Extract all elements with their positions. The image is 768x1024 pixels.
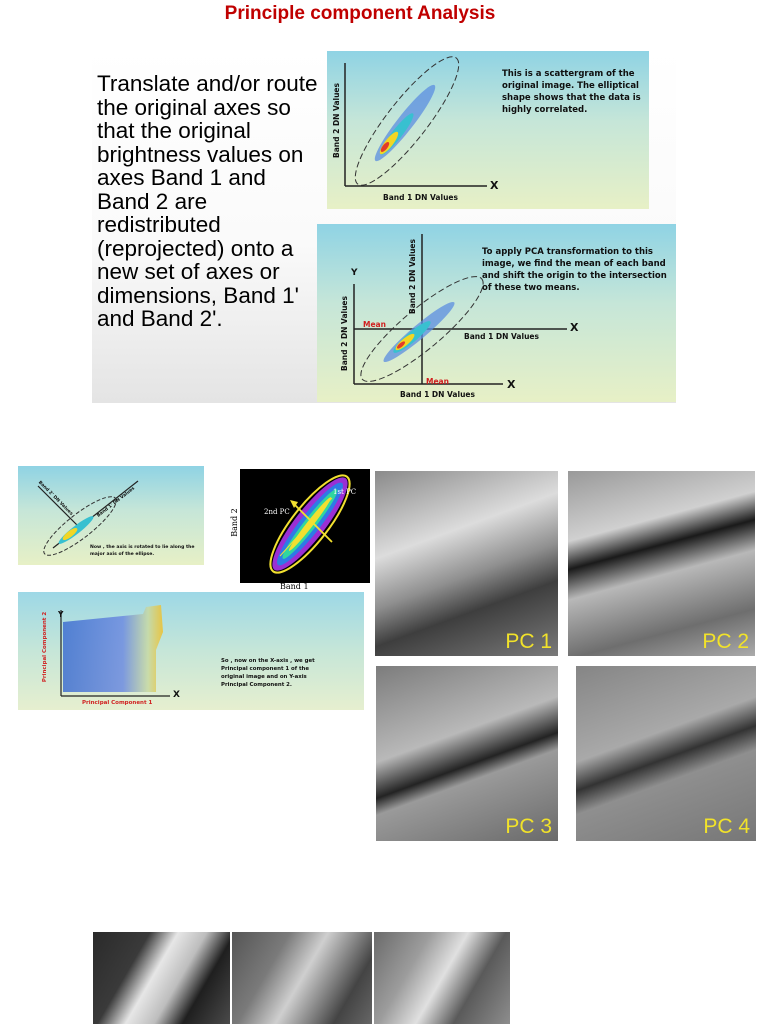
second-pc-label: 2nd PC	[264, 508, 290, 516]
principal-components-panel	[18, 592, 364, 710]
inner-y-axis-label: Band 2 DN Values	[407, 239, 417, 314]
scattergram-panel	[327, 51, 649, 209]
pc-ellipse-plot	[229, 466, 372, 592]
pc2-image	[568, 471, 755, 656]
x-axis-marker: X	[490, 179, 499, 192]
mean-label-y: Mean	[363, 320, 386, 329]
y-axis-label: Band 2 DN Values	[331, 83, 341, 158]
page-title: Principle component Analysis	[224, 3, 496, 24]
x-axis-label: Band 1 DN Values	[383, 193, 458, 202]
pc3-image	[376, 666, 558, 841]
outer-y-axis-label: Band 2 DN Values	[339, 296, 349, 371]
city-image-1	[93, 932, 230, 1024]
first-pc-label: 1st PC	[333, 488, 357, 496]
pc-x-axis-label: Principal Component 1	[82, 700, 153, 706]
mean-shift-panel	[317, 224, 676, 402]
inner-x-axis-label: Band 1 DN Values	[464, 332, 539, 341]
city-image-2	[232, 932, 372, 1024]
main-text: Translate and/or route the original axes so that the original brightness values on axes Band 1 and Band 2 are redistributed (reprojected) onto a new set of axes or dimensions, Band 1' and Band 2'.	[97, 71, 318, 331]
pc1-image	[375, 471, 558, 656]
mean-shift-note: To apply PCA transformation to this image, we find the mean of each band and shift the origin to the intersection of these two means.	[482, 247, 667, 293]
pc-ellipse-svg	[229, 466, 372, 592]
pc-y-axis-marker: Y	[58, 610, 64, 619]
pc3-label: PC 3	[505, 815, 552, 838]
y-axis-marker: Y	[351, 268, 358, 278]
principal-components-note: So , now on the X-axis , we get Principal component 1 of the original image and on Y-axis Principal Component 2.	[221, 658, 315, 688]
pc-x-axis-marker: X	[173, 690, 180, 700]
rotated-axes-note: Now , the axis is rotated to lie along the major axis of the ellipse.	[90, 545, 195, 557]
principal-components-plot	[18, 592, 364, 710]
city-image-3	[374, 932, 510, 1024]
pc1-label: PC 1	[505, 630, 552, 653]
pc4-image	[576, 666, 756, 841]
outer-x-axis-label: Band 1 DN Values	[400, 390, 475, 399]
pc2-label: PC 2	[702, 630, 749, 653]
rotated-axes-panel	[18, 466, 204, 565]
mean-label-x: Mean	[426, 377, 449, 386]
pc-y-axis-label: Principal Component 2	[42, 611, 49, 683]
scattergram-note: This is a scattergram of the original image. The elliptical shape shows that the data is highly correlated.	[502, 69, 641, 115]
pc4-label: PC 4	[703, 815, 750, 838]
rotated-axis-1-label: Band 1' DN Values	[96, 486, 136, 519]
rotated-axis-2-label: Band 2' DN Values	[37, 480, 74, 517]
outer-x-axis-marker: X	[507, 378, 516, 391]
ellipse-plot-xlabel: Band 1	[280, 582, 309, 591]
ellipse-plot-ylabel: Band 2	[229, 508, 239, 537]
inner-x-axis-marker: X	[570, 321, 579, 334]
